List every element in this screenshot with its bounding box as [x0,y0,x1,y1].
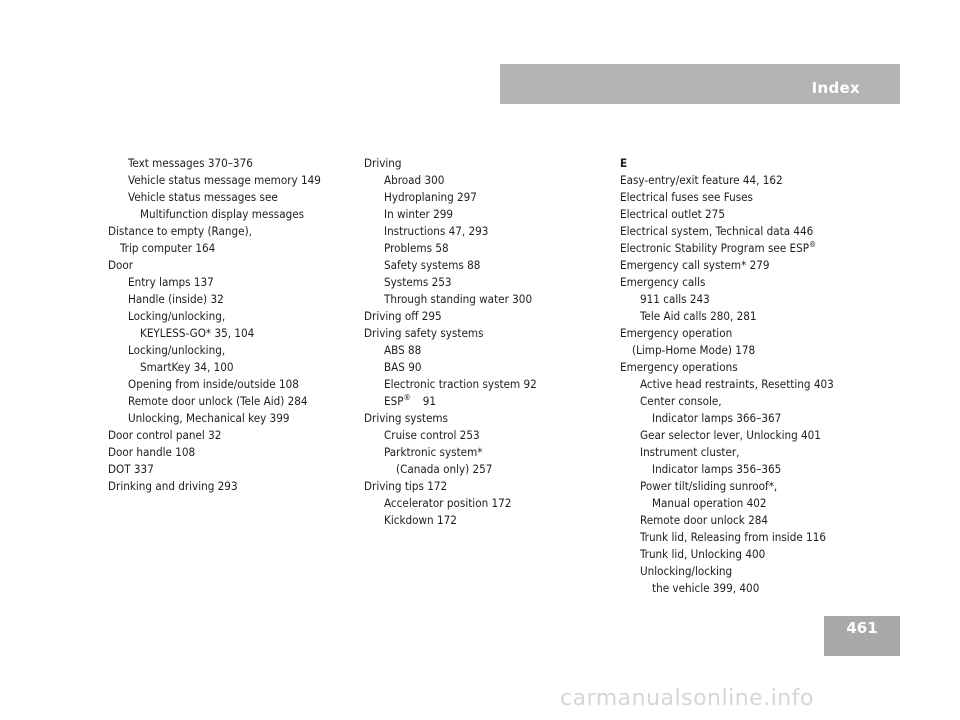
index-entry: Through standing water 300 [384,292,533,306]
page-number-box [824,616,900,656]
index-entry: Door handle 108 [108,445,196,459]
header-bar [500,64,900,104]
index-entry: Driving safety systems [364,326,484,340]
index-entry: Emergency operations [620,360,738,374]
page-title: Index [811,79,860,97]
index-entry: Text messages 370–376 [128,156,253,170]
index-entry: Trunk lid, Releasing from inside 116 [640,530,826,544]
index-entry: Electrical outlet 275 [620,207,725,221]
registered-mark: ® [403,393,411,402]
index-entry: Accelerator position 172 [384,496,512,510]
index-entry: Manual operation 402 [652,496,767,510]
index-entry: (Canada only) 257 [396,462,493,476]
index-entry-esp [364,393,614,410]
index-letter-heading: E [620,156,628,170]
index-entry: Emergency call system* 279 [620,258,770,272]
index-entry: Parktronic system* [384,445,483,459]
index-entry: Driving off 295 [364,309,442,323]
index-entry: Multifunction display messages [140,207,305,221]
index-entry: Handle (inside) 32 [128,292,224,306]
index-entry: Cruise control 253 [384,428,480,442]
index-entry: Center console, [640,394,722,408]
index-entry: Remote door unlock 284 [640,513,768,527]
index-entry: Vehicle status messages see [128,190,278,204]
index-column-3 [620,155,880,597]
watermark: carmanualsonline.info [560,686,814,711]
index-entry: Systems 253 [384,275,452,289]
index-entry: Tele Aid calls 280, 281 [640,309,757,323]
index-entry: the vehicle 399, 400 [652,581,760,595]
index-column-2 [364,155,614,529]
index-entry: In winter 299 [384,207,454,221]
index-entry: Vehicle status message memory 149 [128,173,321,187]
index-entry: Driving tips 172 [364,479,448,493]
index-entry: Indicator lamps 356–365 [652,462,782,476]
index-entry: DOT 337 [108,462,154,476]
index-entry: Unlocking, Mechanical key 399 [128,411,290,425]
registered-mark: ® [809,240,817,249]
index-entry: Problems 58 [384,241,449,255]
index-entry: Opening from inside/outside 108 [128,377,299,391]
index-entry: Locking/unlocking, [128,343,226,357]
index-column-1 [108,155,358,495]
index-entry: Active head restraints, Resetting 403 [640,377,834,391]
index-entry: Trip computer 164 [120,241,216,255]
index-entry: Electronic traction system 92 [384,377,537,391]
index-entry: Emergency operation [620,326,733,340]
index-entry: Kickdown 172 [384,513,457,527]
index-entry: Hydroplaning 297 [384,190,477,204]
index-entry: Distance to empty (Range), [108,224,252,238]
index-entry: Driving [364,156,402,170]
index-entry: Instrument cluster, [640,445,740,459]
index-entry: Indicator lamps 366–367 [652,411,782,425]
index-entry: Electrical fuses see Fuses [620,190,753,204]
esp-label: ESP [384,394,404,408]
index-entry: ABS 88 [384,343,422,357]
index-entry: Driving systems [364,411,448,425]
index-entry: BAS 90 [384,360,422,374]
index-entry: Trunk lid, Unlocking 400 [640,547,766,561]
index-entry: Gear selector lever, Unlocking 401 [640,428,821,442]
index-entry: Drinking and driving 293 [108,479,238,493]
esp-page: 91 [422,394,436,408]
index-entry: Locking/unlocking, [128,309,226,323]
index-entry: Door [108,258,134,272]
index-entry: Remote door unlock (Tele Aid) 284 [128,394,308,408]
index-entry: Abroad 300 [384,173,445,187]
page-number: 461 [846,619,878,637]
index-entry: KEYLESS-GO* 35, 104 [140,326,255,340]
index-entry: 911 calls 243 [640,292,710,306]
index-entry: Emergency calls [620,275,706,289]
esp-label: Electronic Stability Program see ESP [620,241,810,255]
index-entry: Easy-entry/exit feature 44, 162 [620,173,783,187]
index-entry: SmartKey 34, 100 [140,360,234,374]
index-entry: Unlocking/locking [640,564,733,578]
index-entry: Power tilt/sliding sunroof*, [640,479,778,493]
index-entry: Instructions 47, 293 [384,224,489,238]
index-entry: (Limp-Home Mode) 178 [632,343,756,357]
index-entry: Door control panel 32 [108,428,222,442]
index-entry: Electrical system, Technical data 446 [620,224,814,238]
index-entry-esp [620,240,880,257]
index-entry: Safety systems 88 [384,258,481,272]
index-entry: Entry lamps 137 [128,275,214,289]
